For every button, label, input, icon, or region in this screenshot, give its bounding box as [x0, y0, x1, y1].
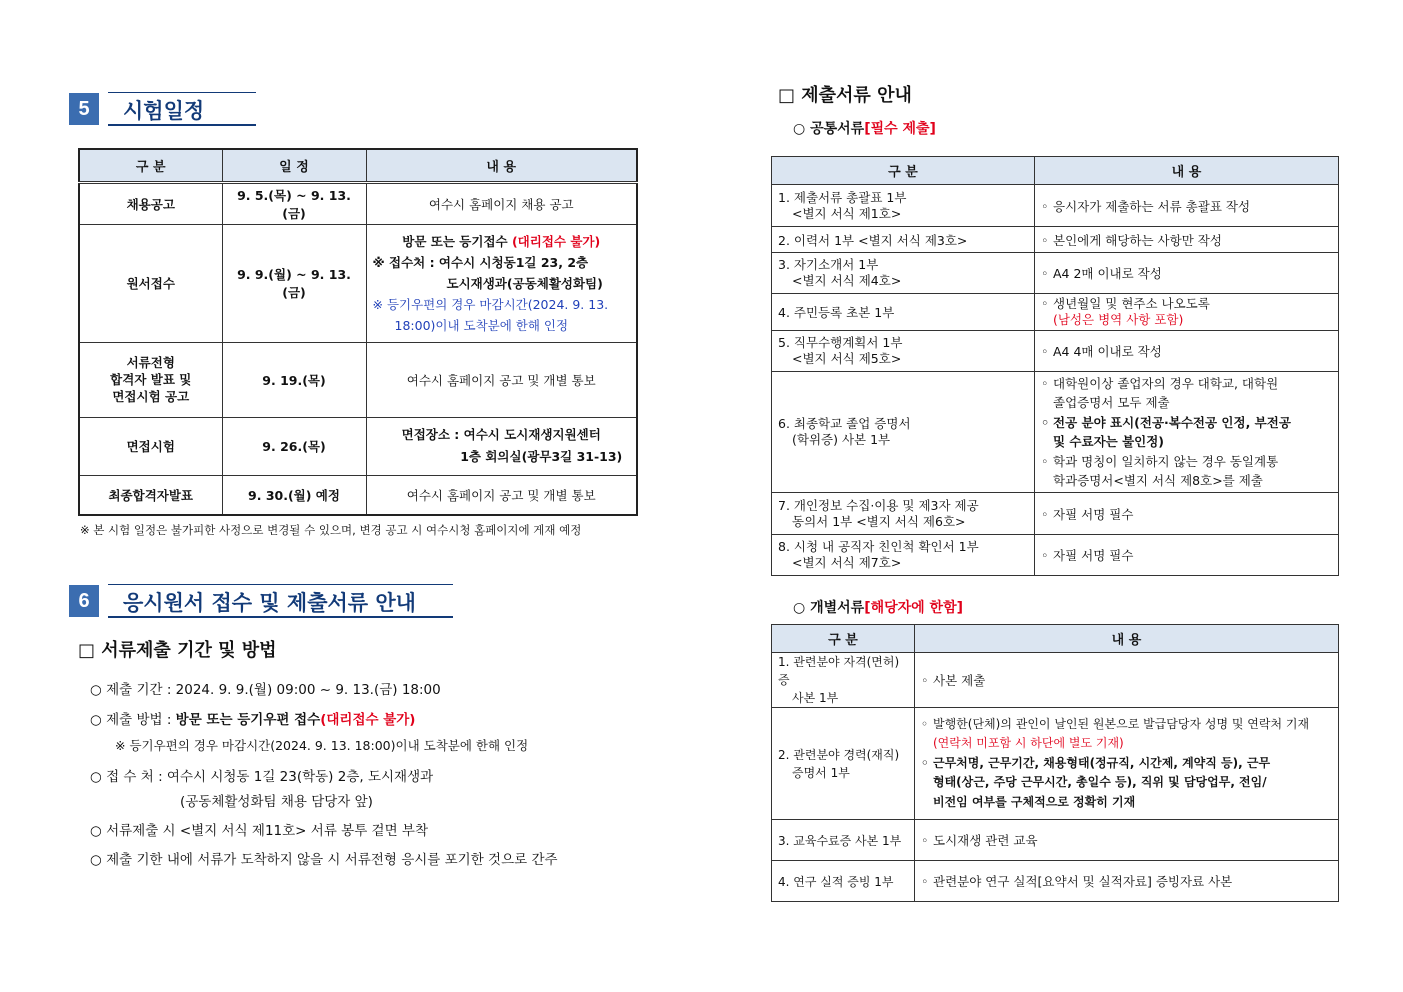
- section5-underline: [108, 124, 256, 126]
- desc-cell: [1035, 227, 1339, 253]
- bullet-icon: ◦: [1041, 414, 1049, 430]
- cell-text: 3. 자기소개서 1부: [778, 257, 879, 272]
- common-docs-table: [771, 156, 1339, 576]
- category-text: 합격자 발표 및: [110, 372, 192, 387]
- table-row: [79, 342, 637, 417]
- section6-topline: [108, 584, 453, 585]
- item-cell: 3. 교육수료증 사본 1부: [772, 820, 915, 861]
- table-row: [772, 861, 1339, 902]
- cell-text: 발행한(단체)의 관인이 날인된 원본으로 발급담당자 성명 및 연락처 기재: [933, 716, 1310, 731]
- content-blue-text: ※ 등기우편의 경우 마감시간(2024. 9. 13.: [372, 296, 609, 312]
- documents-heading: □ 제출서류 안내: [778, 85, 912, 106]
- section6-title: 응시원서 접수 및 제출서류 안내: [123, 591, 416, 615]
- col-header-category: 구 분: [79, 149, 222, 182]
- item-cell: [772, 331, 1035, 372]
- table-row: [772, 331, 1339, 372]
- individual-docs-label: ○ 개별서류: [793, 600, 865, 616]
- bullet-icon: ◦: [1041, 506, 1049, 522]
- table-row: [772, 294, 1339, 331]
- cell-text: 6. 최종학교 졸업 증명서: [778, 416, 911, 431]
- table-row: [772, 372, 1339, 493]
- item-cell: 2. 이력서 1부 <별지 서식 제3호>: [772, 227, 1035, 253]
- table-row: [772, 227, 1339, 253]
- bullet-icon: ◦: [1041, 232, 1049, 248]
- cell-text: 및 수료자는 불인정): [1053, 434, 1165, 449]
- common-docs-red: [필수 제출]: [864, 121, 936, 137]
- table-row: [772, 820, 1339, 861]
- desc-cell: [1035, 535, 1339, 576]
- bullet-icon: ◦: [1041, 296, 1049, 311]
- bullet-icon: ◦: [1041, 375, 1049, 391]
- cell-text: 학과증명서<별지 서식 제8호>를 제출: [1053, 473, 1263, 488]
- item-cell: [772, 372, 1035, 493]
- cell-text: 대학원이상 졸업자의 경우 대학교, 대학원: [1053, 375, 1279, 391]
- col-header-item: 구 분: [772, 625, 915, 653]
- cell-text: 관련분야 연구 실적[요약서 및 실적자료] 증빙자료 사본: [933, 874, 1233, 889]
- cell-text: 자필 서명 필수: [1053, 506, 1134, 522]
- cell-text: <별지 서식 제1호>: [792, 205, 902, 221]
- method-red: (대리접수 불가): [320, 712, 416, 728]
- table-row: [772, 493, 1339, 535]
- schedule-cell: 9. 26.(목): [222, 417, 366, 475]
- category-cell: 원서접수: [79, 224, 222, 342]
- desc-cell: [1035, 331, 1339, 372]
- content-cell: 여수시 홈페이지 공고 및 개별 통보: [366, 342, 637, 417]
- table-row: [772, 653, 1339, 708]
- desc-cell: [1035, 185, 1339, 227]
- cell-text: 1. 관련분야 자격(면허)증: [778, 655, 900, 687]
- cell-text: 사본 1부: [792, 691, 839, 705]
- section5-topline: [108, 92, 256, 93]
- submission-subheading: □ 서류제출 기간 및 방법: [78, 640, 277, 661]
- bullet-icon: ◦: [921, 673, 929, 688]
- col-header-item: 구 분: [772, 157, 1035, 185]
- cell-text: 동의서 1부 <별지 서식 제6호>: [792, 513, 966, 529]
- item-cell: [772, 185, 1035, 227]
- individual-docs-red: [해당자에 한함]: [864, 600, 964, 616]
- cell-text: <별지 서식 제7호>: [792, 555, 902, 570]
- content-text: 방문 또는 등기접수: [402, 233, 512, 249]
- section5-title: 시험일정: [123, 99, 205, 123]
- schedule-cell: 9. 30.(월) 예정: [222, 475, 366, 515]
- cell-text: <별지 서식 제4호>: [792, 273, 902, 288]
- submission-period: ○ 제출 기간 : 2024. 9. 9.(월) 09:00 ~ 9. 13.(금) 18:00: [90, 682, 441, 698]
- desc-cell: [915, 653, 1339, 708]
- desc-cell: [1035, 253, 1339, 294]
- section6-underline: [108, 616, 453, 618]
- common-docs-title: [793, 118, 936, 138]
- cell-text: 졸업증명서 모두 제출: [1053, 395, 1170, 410]
- content-cell: [366, 224, 637, 342]
- cell-text: 5. 직무수행계획서 1부: [778, 335, 903, 350]
- schedule-cell: 9. 9.(월) ~ 9. 13.(금): [222, 224, 366, 342]
- cell-text: A4 2매 이내로 작성: [1053, 266, 1162, 281]
- col-header-content: 내 용: [366, 149, 637, 182]
- table-row: [772, 708, 1339, 820]
- desc-cell: [1035, 294, 1339, 331]
- table-row: [79, 182, 637, 224]
- schedule-note: ※ 본 시험 일정은 불가피한 사정으로 변경될 수 있으며, 변경 공고 시 여수시청 홈페이지에 게재 예정: [80, 523, 582, 537]
- method-label: ○ 제출 방법 :: [90, 712, 176, 728]
- cell-text: 2. 관련분야 경력(재직): [778, 747, 900, 762]
- category-text: 서류전형: [126, 355, 175, 370]
- bullet-icon: ◦: [1041, 266, 1049, 281]
- individual-docs-table: [771, 624, 1339, 902]
- submission-method: [90, 708, 415, 728]
- content-cell: [366, 417, 637, 475]
- cell-text: 형태(상근, 주당 근무시간, 총일수 등), 직위 및 담당업무, 전임/: [933, 775, 1267, 790]
- table-row: [79, 417, 637, 475]
- cell-text: 전공 분야 표시(전공·복수전공 인정, 부전공: [1053, 414, 1291, 430]
- col-header-desc: 내 용: [915, 625, 1339, 653]
- desc-cell: [915, 820, 1339, 861]
- content-text: ※ 접수처 : 여수시 시청동1길 23, 2층: [372, 254, 589, 270]
- category-cell: 최종합격자발표: [79, 475, 222, 515]
- schedule-cell: 9. 5.(목) ~ 9. 13.(금): [222, 182, 366, 224]
- content-text: 1층 회의실(광무3길 31-13): [460, 449, 623, 464]
- item-cell: [772, 493, 1035, 535]
- bullet-icon: ◦: [1041, 453, 1049, 469]
- cell-text: (연락처 미포함 시 하단에 별도 기재): [933, 736, 1124, 751]
- bullet-icon: ◦: [921, 716, 929, 731]
- col-header-schedule: 일 정: [222, 149, 366, 182]
- bullet-icon: ◦: [921, 755, 929, 770]
- submission-attach: ○ 서류제출 시 <별지 서식 제11호> 서류 봉투 겉면 부착: [90, 823, 428, 839]
- section5-number: 5: [69, 93, 99, 125]
- method-note: ※ 등기우편의 경우 마감시간(2024. 9. 13. 18:00)이내 도착분에 한해 인정: [115, 738, 529, 753]
- cell-text: 근무처명, 근무기간, 채용형태(정규직, 시간제, 계약직 등), 근무: [933, 755, 1271, 770]
- content-cell: 여수시 홈페이지 공고 및 개별 통보: [366, 475, 637, 515]
- content-text: 면접장소 : 여수시 도시재생지원센터: [401, 427, 601, 442]
- content-text: 도시재생과(공동체활성화팀): [446, 275, 603, 291]
- bullet-icon: ◦: [921, 874, 929, 889]
- bullet-icon: ◦: [1041, 198, 1049, 214]
- common-docs-label: ○ 공통서류: [793, 121, 865, 137]
- category-text: 면접시험 공고: [112, 389, 190, 404]
- item-cell: [772, 708, 915, 820]
- submission-place-2: (공동체활성화팀 채용 담당자 앞): [180, 794, 373, 810]
- cell-text: 증명서 1부: [792, 765, 850, 780]
- item-cell: [772, 535, 1035, 576]
- item-cell: 4. 연구 실적 증빙 1부: [772, 861, 915, 902]
- bullet-icon: ◦: [1041, 548, 1049, 563]
- cell-text: 1. 제출서류 총괄표 1부: [778, 189, 907, 205]
- submission-deadline: ○ 제출 기한 내에 서류가 도착하지 않을 시 서류전형 응시를 포기한 것으로 간주: [90, 852, 558, 868]
- desc-cell: [915, 708, 1339, 820]
- cell-text: 비전임 여부를 구체적으로 정확히 기재: [933, 794, 1136, 809]
- content-red-text: (대리접수 불가): [511, 233, 601, 249]
- desc-cell: [1035, 372, 1339, 493]
- submission-place: ○ 접 수 처 : 여수시 시청동 1길 23(학동) 2층, 도시재생과: [90, 769, 434, 785]
- bullet-icon: ◦: [921, 833, 929, 848]
- table-row: [772, 535, 1339, 576]
- cell-text: 학과 명칭이 일치하지 않는 경우 동일계통: [1053, 453, 1279, 469]
- category-cell: [79, 342, 222, 417]
- desc-cell: [915, 861, 1339, 902]
- cell-text: <별지 서식 제5호>: [792, 351, 902, 366]
- cell-text: 사본 제출: [933, 673, 986, 688]
- item-cell: 4. 주민등록 초본 1부: [772, 294, 1035, 331]
- schedule-table: [78, 148, 638, 516]
- content-blue-text: 18:00)이내 도착분에 한해 인정: [394, 317, 569, 333]
- cell-text: (학위증) 사본 1부: [792, 432, 891, 447]
- col-header-desc: 내 용: [1035, 157, 1339, 185]
- category-cell: 면접시험: [79, 417, 222, 475]
- cell-text: 생년월일 및 현주소 나오도록: [1053, 296, 1210, 311]
- individual-docs-title: [793, 597, 963, 617]
- cell-text: 자필 서명 필수: [1053, 548, 1134, 563]
- section6-number: 6: [69, 585, 99, 617]
- desc-cell: [1035, 493, 1339, 535]
- table-row: [772, 185, 1339, 227]
- table-row: [772, 253, 1339, 294]
- table-row: [79, 224, 637, 342]
- bullet-icon: ◦: [1041, 344, 1049, 359]
- cell-text: 7. 개인정보 수집·이용 및 제3자 제공: [778, 497, 979, 513]
- cell-text: (남성은 병역 사항 포함): [1053, 312, 1184, 327]
- item-cell: [772, 653, 915, 708]
- content-cell: 여수시 홈페이지 채용 공고: [366, 182, 637, 224]
- category-cell: 채용공고: [79, 182, 222, 224]
- schedule-cell: 9. 19.(목): [222, 342, 366, 417]
- table-row: [79, 475, 637, 515]
- cell-text: 응시자가 제출하는 서류 총괄표 작성: [1053, 198, 1251, 214]
- item-cell: [772, 253, 1035, 294]
- method-value: 방문 또는 등기우편 접수: [175, 712, 321, 728]
- cell-text: A4 4매 이내로 작성: [1053, 344, 1162, 359]
- cell-text: 8. 시청 내 공직자 친인척 확인서 1부: [778, 539, 979, 554]
- cell-text: 도시재생 관련 교육: [933, 833, 1038, 848]
- cell-text: 본인에게 해당하는 사항만 작성: [1053, 232, 1222, 248]
